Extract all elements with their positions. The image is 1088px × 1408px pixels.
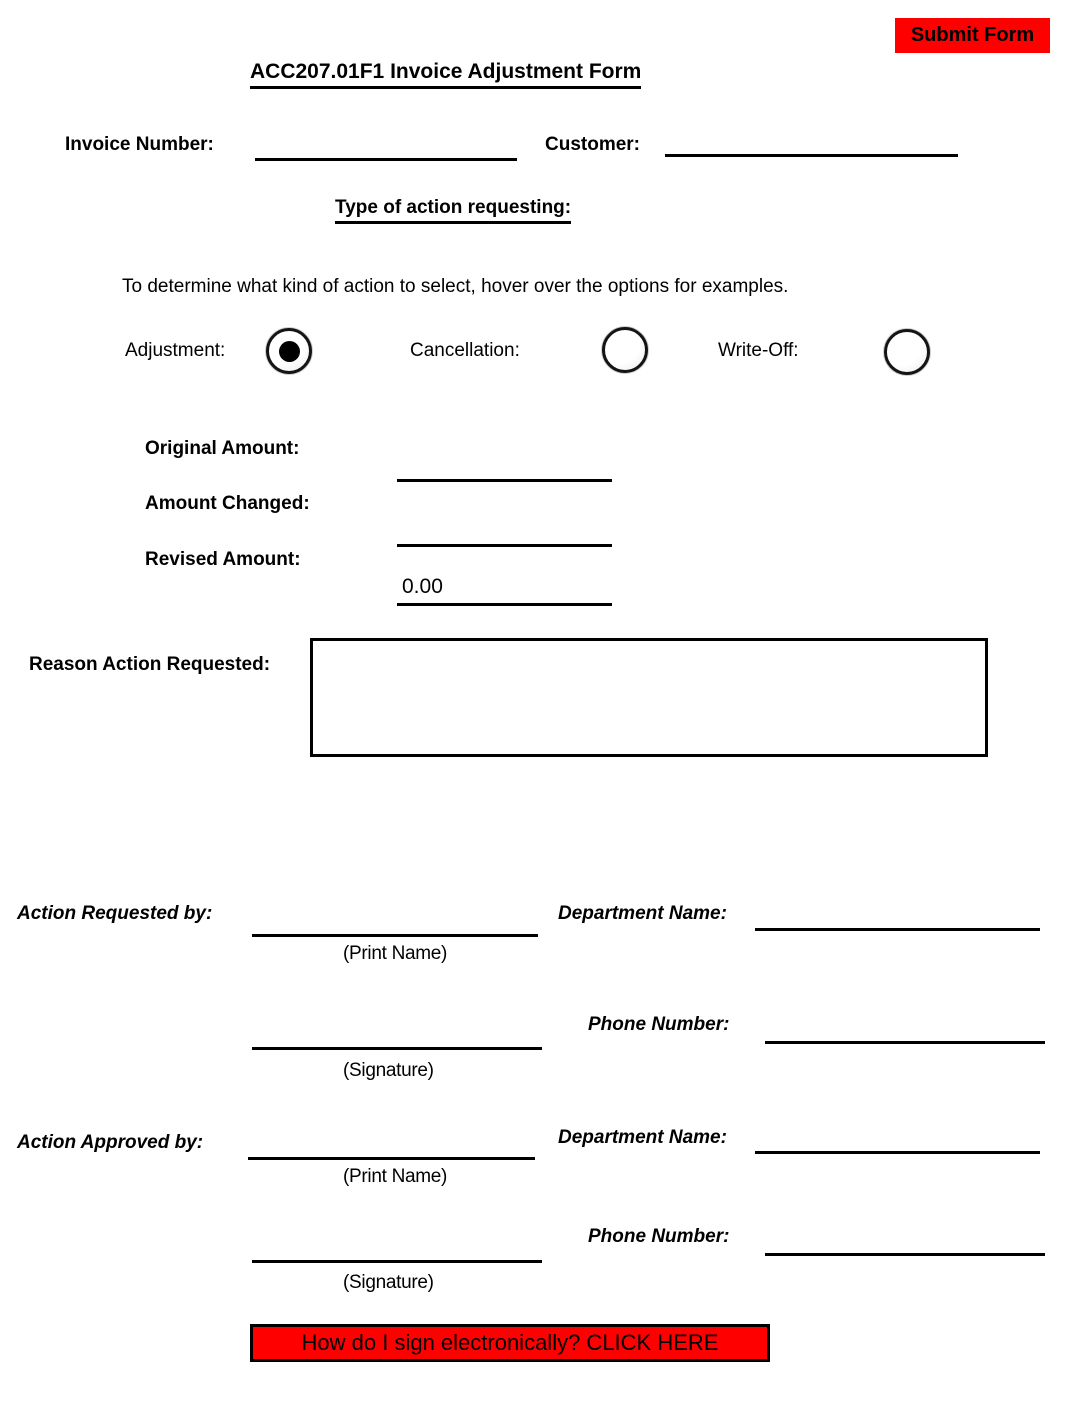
reason-action-requested-textarea[interactable] (310, 638, 988, 757)
approved-by-signature-field[interactable] (252, 1260, 542, 1263)
original-amount-field[interactable] (397, 479, 612, 482)
requested-by-print-name-caption: (Print Name) (343, 943, 448, 964)
form-title: ACC207.01F1 Invoice Adjustment Form (250, 60, 641, 89)
approved-by-print-name-field[interactable] (248, 1157, 535, 1160)
approved-by-signature-caption: (Signature) (343, 1272, 434, 1293)
requested-by-department-name-field[interactable] (755, 928, 1040, 931)
approved-by-print-name-caption: (Print Name) (343, 1166, 448, 1187)
approved-by-phone-number-label: Phone Number: (588, 1226, 730, 1247)
write-off-option-label: Write-Off: (718, 340, 799, 361)
revised-amount-label: Revised Amount: (145, 549, 301, 570)
requested-by-department-name-label: Department Name: (558, 903, 727, 924)
requested-by-signature-field[interactable] (252, 1047, 542, 1050)
submit-form-button[interactable]: Submit Form (895, 18, 1050, 53)
requested-by-phone-number-label: Phone Number: (588, 1014, 730, 1035)
approved-by-department-name-field[interactable] (755, 1151, 1040, 1154)
invoice-number-label: Invoice Number: (65, 134, 214, 155)
sign-electronically-help-button[interactable]: How do I sign electronically? CLICK HERE (250, 1324, 770, 1362)
customer-label: Customer: (545, 134, 641, 155)
action-instruction-text: To determine what kind of action to select, hover over the options for examples. (122, 276, 789, 297)
write-off-radio-button[interactable] (884, 329, 930, 375)
action-approved-by-label: Action Approved by: (17, 1132, 204, 1153)
customer-field[interactable] (665, 154, 958, 157)
amount-changed-label: Amount Changed: (145, 493, 310, 514)
original-amount-label: Original Amount: (145, 438, 300, 459)
cancellation-radio-button[interactable] (602, 327, 648, 373)
adjustment-radio-button[interactable] (266, 328, 312, 374)
action-type-heading: Type of action requesting: (335, 197, 571, 224)
cancellation-option-label: Cancellation: (410, 340, 520, 361)
requested-by-signature-caption: (Signature) (343, 1060, 434, 1081)
invoice-number-field[interactable] (255, 158, 517, 161)
approved-by-phone-number-field[interactable] (765, 1253, 1045, 1256)
requested-by-phone-number-field[interactable] (765, 1041, 1045, 1044)
revised-amount-value: 0.00 (402, 575, 443, 598)
reason-action-requested-label: Reason Action Requested: (29, 654, 271, 675)
adjustment-option-label: Adjustment: (125, 340, 226, 361)
requested-by-print-name-field[interactable] (252, 934, 538, 937)
amount-changed-field[interactable] (397, 544, 612, 547)
approved-by-department-name-label: Department Name: (558, 1127, 727, 1148)
action-requested-by-label: Action Requested by: (17, 903, 213, 924)
revised-amount-field[interactable] (397, 603, 612, 606)
